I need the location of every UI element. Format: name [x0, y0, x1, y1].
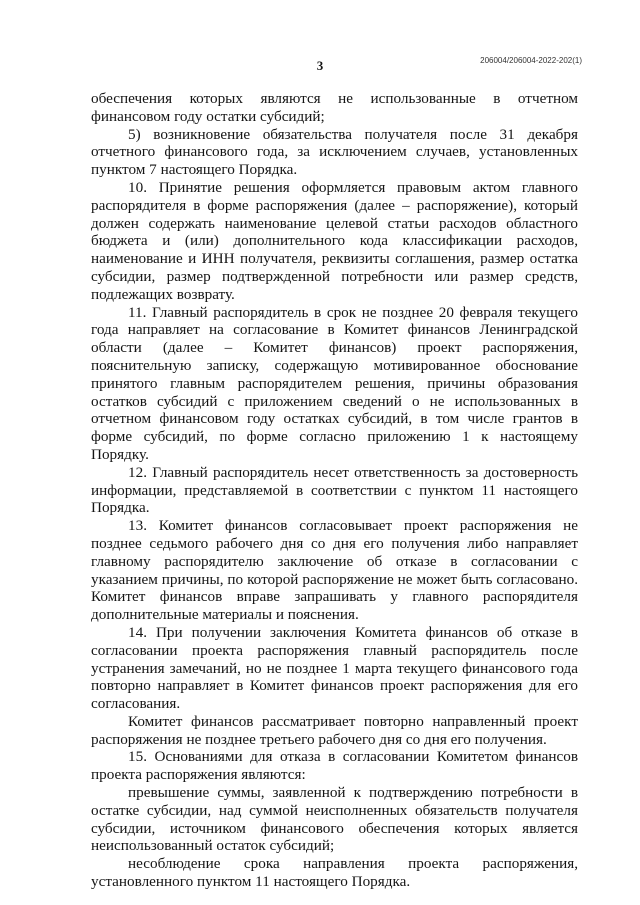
paragraph-12: 12. Главный распорядитель несет ответственность за достоверность информации, представляемой в соответствии с пунктом 11 настоящего Порядка.	[91, 463, 578, 517]
paragraph-item-5: 5) возникновение обязательства получателя после 31 декабря отчетного финансового года, за исключением случаев, установленных пунктом 7 настоящего Порядка.	[91, 125, 578, 179]
paragraph-10: 10. Принятие решения оформляется правовым актом главного распорядителя в форме распоряжения (далее – распоряжение), который должен содержать наименование целевой статьи расходов областного бюджета и (или) дополнительного кода классификации расходов, наименование и ИНН получателя, реквизиты соглашения, размер остатка субсидии, размер подтвержденной потребности или размер средств, подлежащих возврату.	[91, 178, 578, 303]
document-code: 206004/206004-2022-202(1)	[480, 56, 582, 65]
paragraph-15-ground-1: превышение суммы, заявленной к подтверждению потребности в остатке субсидии, над суммой неисполненных обязательств получателя субсидии, источником финансового обеспечения которых является неиспользованный остаток субсидий;	[91, 784, 578, 855]
paragraph-14: 14. При получении заключения Комитета финансов об отказе в согласовании проекта распоряжения главный распорядитель после устранения замечаний, но не позднее 1 марта текущего финансового года повторно направляет в Комитет финансов проект распоряжения для его согласования.	[91, 623, 578, 713]
page-number: 3	[316, 58, 324, 73]
paragraph-13: 13. Комитет финансов согласовывает проект распоряжения не позднее седьмого рабочего дня со дня его получения либо направляет главному распорядителю заключение об отказе в согласовании с указанием причины, по которой распоряжение не может быть согласовано. Комитет финансов вправе запрашивать у главного распорядителя дополнительные материалы и пояснения.	[91, 517, 578, 624]
paragraph-15-ground-2: несоблюдение срока направления проекта распоряжения, установленного пунктом 11 настоящего Порядка.	[91, 855, 578, 891]
document-body	[91, 90, 578, 891]
paragraph-continuation: обеспечения которых являются не использованные в отчетном финансовом году остатки субсидий;	[91, 90, 578, 125]
paragraph-14-continued: Комитет финансов рассматривает повторно направленный проект распоряжения не позднее третьего рабочего дня со дня его получения.	[91, 712, 578, 748]
paragraph-11: 11. Главный распорядитель в срок не позднее 20 февраля текущего года направляет на согласование в Комитет финансов Ленинградской области (далее – Комитет финансов) проект распоряжения, пояснительную записку, содержащую мотивированное обоснование принятого главным распорядителем решения, причины образования остатков субсидий с приложением сведений о не использованных в отчетном финансовом году остатках субсидий, в том числе грантов в форме субсидий, по форме согласно приложению 1 к настоящему Порядку.	[91, 303, 578, 463]
paragraph-15: 15. Основаниями для отказа в согласовании Комитетом финансов проекта распоряжения являются:	[91, 748, 578, 784]
